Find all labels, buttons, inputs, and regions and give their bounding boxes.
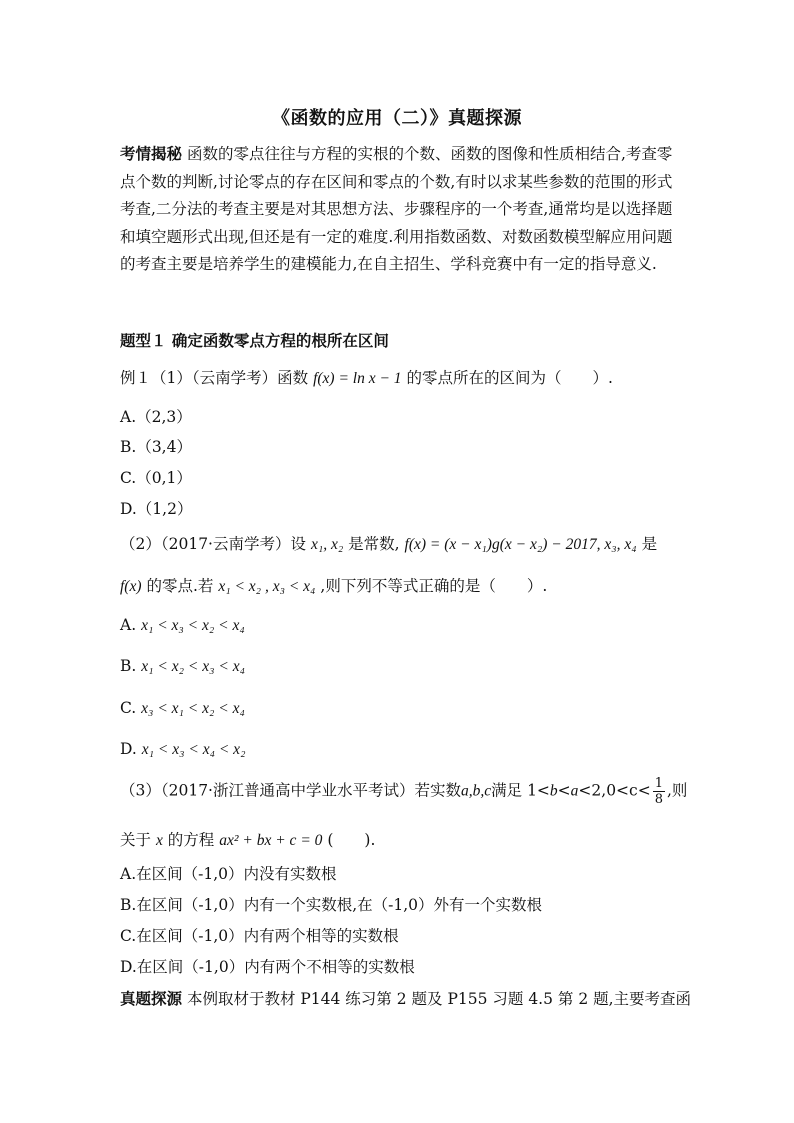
example-2-stem-line2	[120, 574, 680, 596]
ex3-option-c: C.在区间（-1,0）内有两个相等的实数根	[120, 927, 399, 945]
ex2-option-b: B. x₁ < x₂ < x₃ < x₄	[120, 657, 245, 675]
example-2-stem-line1	[120, 532, 680, 554]
ex2-question: ,则下列不等式正确的是（ ）.	[320, 577, 548, 595]
ex2-function-formula: f(x) = (x − x₁)g(x − x₂) − 2017, x₃, x₄	[404, 536, 637, 553]
example-3-stem-line2: 关于 x 的方程 ax² + bx + c = 0 ( ).	[120, 831, 376, 849]
ex2-option-c: C. x₃ < x₁ < x₂ < x₄	[120, 699, 245, 717]
intro-text: 函数的零点往往与方程的实根的个数、函数的图像和性质相结合,考查零点个数的判断,讨论零点的存在区间和零点的个数,有时以求某些参数的范围的形式考查,二分法的考查主要是对其思想方法、步骤程序的一个考查,通常均是以选择题和填空题形式出现,但还是有一定的难度.利用指数函数、对数函数模型解应用问题的考查主要是培养学生的建模能力,在自主招生、学科竞赛中有一定的指导意义.	[120, 145, 673, 274]
ex2-constants: x₁, x₂	[310, 536, 344, 553]
ex3-option-a: A.在区间（-1,0）内没有实数根	[120, 865, 337, 883]
page-title: 《函数的应用（二）》真题探源	[272, 108, 522, 129]
ex1-option-a: A.（2,3）	[120, 408, 192, 426]
source-paragraph	[120, 987, 692, 1009]
ex1-stem-suffix: 的零点所在的区间为（ ）.	[406, 369, 613, 387]
ex3-option-d: D.在区间（-1,0）内有两个不相等的实数根	[120, 958, 415, 976]
intro-heading: 考情揭秘	[120, 144, 183, 163]
ex1-stem-prefix: 例１（1）（云南学考）函数	[120, 369, 309, 387]
ex2-text-end: 是	[641, 535, 658, 553]
fraction-one-eighth: $\frac{1}{8}$	[654, 776, 663, 807]
ex2-condition: x₁ < x₂ , x₃ < x₄	[218, 578, 316, 595]
example-1-stem	[120, 366, 680, 388]
ex3-source: （3）（2017·浙江普通高中学业水平考试）若实数	[120, 781, 461, 800]
ex2-text: 是常数,	[348, 535, 400, 553]
ex2-option-d: D. x₁ < x₃ < x₄ < x₂	[120, 740, 246, 758]
ex1-option-c: C.（0,1）	[120, 469, 192, 487]
ex1-option-b: B.（3,4）	[120, 438, 192, 456]
ex1-function-formula: f(x) = ln x − 1	[313, 370, 402, 387]
ex2-option-a: A. x₁ < x₃ < x₂ < x₄	[120, 616, 245, 634]
section-heading: 题型１ 确定函数零点方程的根所在区间	[120, 331, 389, 350]
intro-paragraph	[120, 140, 676, 279]
ex2-condition-prefix: 的零点.若	[146, 577, 214, 595]
ex3-vars: a,b,c	[461, 782, 492, 800]
example-3-stem-line1: （3）（2017·浙江普通高中学业水平考试）若实数a,b,c满足 1<b<a<2,0<c< $\frac{1}{8}$ ,则	[120, 776, 688, 807]
ex3-equation: ax² + bx + c = 0	[219, 832, 323, 849]
source-text: 本例取材于教材 P144 练习第 2 题及 P155 习题 4.5 第 2 题,主要考查函	[182, 990, 692, 1008]
source-heading: 真题探源	[120, 989, 183, 1008]
ex3-option-b: B.在区间（-1,0）内有一个实数根,在（-1,0）外有一个实数根	[120, 896, 543, 914]
ex2-source: （2）（2017·云南学考）设	[120, 535, 306, 553]
ex1-option-d: D.（1,2）	[120, 500, 193, 518]
ex2-fx: f(x)	[120, 578, 142, 595]
